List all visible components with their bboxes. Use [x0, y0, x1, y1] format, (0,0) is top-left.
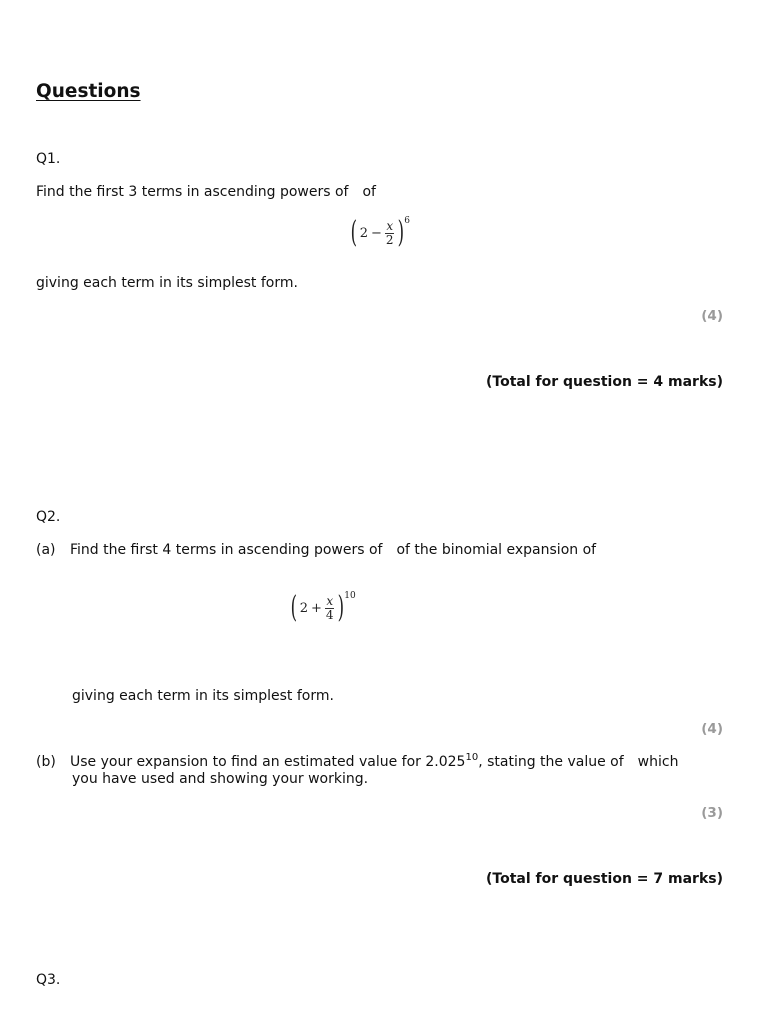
question-2-total: (Total for question = 7 marks) [486, 871, 723, 887]
question-1-formula [348, 215, 410, 250]
question-2b-line-1 [36, 754, 678, 770]
right-parenthesis: ) [337, 590, 344, 625]
question-2a-marks: (4) [701, 721, 723, 737]
fraction-denominator: 2 [385, 232, 394, 247]
question-1-total: (Total for question = 4 marks) [486, 374, 723, 390]
formula-fraction [385, 220, 395, 246]
fraction-numerator: x [326, 593, 334, 608]
question-1-marks: (4) [701, 308, 723, 324]
question-1-prompt [36, 184, 376, 200]
fraction-denominator: 4 [325, 607, 334, 622]
question-2a-prompt-tail: of the binomial expansion of [396, 542, 597, 558]
formula-operator: − [371, 225, 382, 241]
question-2a-prompt [36, 542, 596, 558]
question-2b-text-mid: , stating the value of [478, 754, 624, 770]
question-2b-marks: (3) [701, 805, 723, 821]
question-2a-formula [288, 590, 356, 625]
formula-exponent: 6 [404, 216, 410, 226]
page-title: Questions [36, 81, 141, 102]
question-2-number: Q2. [36, 509, 61, 525]
question-1-prompt-text: Find the first 3 terms in ascending powers of [36, 184, 349, 200]
question-2b-exponent: 10 [465, 752, 479, 763]
part-a-label: (a) [36, 542, 56, 558]
left-parenthesis: ( [350, 215, 358, 250]
formula-fraction [325, 595, 335, 621]
question-1-prompt-tail: of [362, 184, 376, 200]
question-3-number: Q3. [36, 972, 61, 988]
question-1-instruction: giving each term in its simplest form. [36, 275, 298, 291]
question-2b-line-2: you have used and showing your working. [72, 771, 369, 787]
formula-operator: + [311, 600, 322, 616]
question-2b-text-start: Use your expansion to find an estimated value for 2.025 [70, 754, 466, 770]
left-parenthesis: ( [290, 590, 298, 625]
part-b-label: (b) [36, 754, 56, 770]
formula-constant: 2 [299, 600, 308, 616]
formula-constant: 2 [359, 225, 368, 241]
formula-exponent: 10 [344, 591, 356, 601]
question-1-number: Q1. [36, 151, 61, 167]
question-2b-text-end: which [637, 754, 679, 770]
fraction-numerator: x [386, 218, 394, 233]
question-2a-instruction: giving each term in its simplest form. [72, 688, 334, 704]
right-parenthesis: ) [397, 215, 404, 250]
question-2a-prompt-text: Find the first 4 terms in ascending powers of [70, 542, 383, 558]
